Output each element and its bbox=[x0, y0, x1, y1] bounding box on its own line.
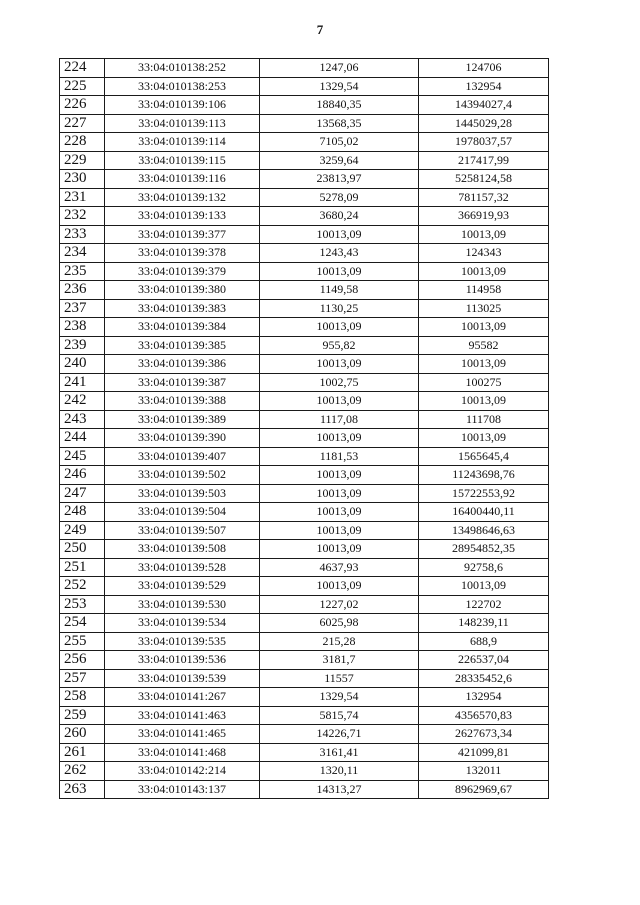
table-row bbox=[60, 244, 549, 263]
cadastral-number-cell: 33:04:010139:539 bbox=[105, 669, 260, 688]
row-number-cell: 238 bbox=[60, 318, 105, 337]
row-number-cell: 224 bbox=[60, 59, 105, 78]
cadastral-number-cell: 33:04:010139:380 bbox=[105, 281, 260, 300]
value-cell: 10013,09 bbox=[419, 225, 549, 244]
cadastral-number-cell: 33:04:010139:407 bbox=[105, 447, 260, 466]
cadastral-number-cell: 33:04:010139:113 bbox=[105, 114, 260, 133]
cadastral-number-cell: 33:04:010142:214 bbox=[105, 762, 260, 781]
table-row bbox=[60, 373, 549, 392]
cadastral-number-cell: 33:04:010139:534 bbox=[105, 614, 260, 633]
area-cell: 10013,09 bbox=[260, 392, 419, 411]
value-cell: 1565645,4 bbox=[419, 447, 549, 466]
value-cell: 2627673,34 bbox=[419, 725, 549, 744]
value-cell: 122702 bbox=[419, 595, 549, 614]
cadastral-number-cell: 33:04:010139:116 bbox=[105, 170, 260, 189]
row-number-cell: 225 bbox=[60, 77, 105, 96]
value-cell: 92758,6 bbox=[419, 558, 549, 577]
row-number-cell: 243 bbox=[60, 410, 105, 429]
area-cell: 10013,09 bbox=[260, 355, 419, 374]
row-number-cell: 249 bbox=[60, 521, 105, 540]
row-number-cell: 233 bbox=[60, 225, 105, 244]
table-row bbox=[60, 207, 549, 226]
value-cell: 28954852,35 bbox=[419, 540, 549, 559]
table-row bbox=[60, 706, 549, 725]
cadastral-number-cell: 33:04:010139:115 bbox=[105, 151, 260, 170]
row-number-cell: 247 bbox=[60, 484, 105, 503]
table-row bbox=[60, 466, 549, 485]
area-cell: 1002,75 bbox=[260, 373, 419, 392]
table-row bbox=[60, 743, 549, 762]
table-row bbox=[60, 281, 549, 300]
area-cell: 7105,02 bbox=[260, 133, 419, 152]
cadastral-number-cell: 33:04:010139:132 bbox=[105, 188, 260, 207]
row-number-cell: 261 bbox=[60, 743, 105, 762]
table-row bbox=[60, 262, 549, 281]
value-cell: 1445029,28 bbox=[419, 114, 549, 133]
row-number-cell: 260 bbox=[60, 725, 105, 744]
table-row bbox=[60, 114, 549, 133]
row-number-cell: 245 bbox=[60, 447, 105, 466]
table-row bbox=[60, 225, 549, 244]
table-row bbox=[60, 577, 549, 596]
table-row bbox=[60, 96, 549, 115]
cadastral-number-cell: 33:04:010139:507 bbox=[105, 521, 260, 540]
value-cell: 114958 bbox=[419, 281, 549, 300]
value-cell: 14394027,4 bbox=[419, 96, 549, 115]
value-cell: 4356570,83 bbox=[419, 706, 549, 725]
area-cell: 10013,09 bbox=[260, 262, 419, 281]
row-number-cell: 254 bbox=[60, 614, 105, 633]
value-cell: 10013,09 bbox=[419, 577, 549, 596]
value-cell: 132954 bbox=[419, 688, 549, 707]
table-row bbox=[60, 780, 549, 799]
area-cell: 23813,97 bbox=[260, 170, 419, 189]
cadastral-number-cell: 33:04:010139:502 bbox=[105, 466, 260, 485]
area-cell: 14313,27 bbox=[260, 780, 419, 799]
row-number-cell: 236 bbox=[60, 281, 105, 300]
table-row bbox=[60, 688, 549, 707]
area-cell: 14226,71 bbox=[260, 725, 419, 744]
area-cell: 1149,58 bbox=[260, 281, 419, 300]
area-cell: 10013,09 bbox=[260, 484, 419, 503]
row-number-cell: 250 bbox=[60, 540, 105, 559]
area-cell: 11557 bbox=[260, 669, 419, 688]
table-row bbox=[60, 188, 549, 207]
row-number-cell: 230 bbox=[60, 170, 105, 189]
table-row bbox=[60, 355, 549, 374]
table-row bbox=[60, 521, 549, 540]
area-cell: 10013,09 bbox=[260, 429, 419, 448]
value-cell: 781157,32 bbox=[419, 188, 549, 207]
table-row bbox=[60, 77, 549, 96]
value-cell: 10013,09 bbox=[419, 392, 549, 411]
area-cell: 1329,54 bbox=[260, 688, 419, 707]
cadastral-number-cell: 33:04:010139:390 bbox=[105, 429, 260, 448]
area-cell: 215,28 bbox=[260, 632, 419, 651]
row-number-cell: 262 bbox=[60, 762, 105, 781]
table-row bbox=[60, 59, 549, 78]
page-number: 7 bbox=[316, 22, 324, 37]
cadastral-number-cell: 33:04:010139:503 bbox=[105, 484, 260, 503]
area-cell: 5815,74 bbox=[260, 706, 419, 725]
area-cell: 1117,08 bbox=[260, 410, 419, 429]
cadastral-number-cell: 33:04:010141:267 bbox=[105, 688, 260, 707]
cadastral-number-cell: 33:04:010139:386 bbox=[105, 355, 260, 374]
row-number-cell: 244 bbox=[60, 429, 105, 448]
value-cell: 132011 bbox=[419, 762, 549, 781]
value-cell: 124343 bbox=[419, 244, 549, 263]
table-row bbox=[60, 503, 549, 522]
area-cell: 3259,64 bbox=[260, 151, 419, 170]
table-row bbox=[60, 632, 549, 651]
value-cell: 5258124,58 bbox=[419, 170, 549, 189]
table-row bbox=[60, 540, 549, 559]
table-row bbox=[60, 170, 549, 189]
area-cell: 13568,35 bbox=[260, 114, 419, 133]
row-number-cell: 228 bbox=[60, 133, 105, 152]
cadastral-number-cell: 33:04:010141:468 bbox=[105, 743, 260, 762]
land-plots-table bbox=[59, 58, 549, 799]
table-row bbox=[60, 595, 549, 614]
area-cell: 3161,41 bbox=[260, 743, 419, 762]
row-number-cell: 263 bbox=[60, 780, 105, 799]
row-number-cell: 229 bbox=[60, 151, 105, 170]
area-cell: 1247,06 bbox=[260, 59, 419, 78]
cadastral-number-cell: 33:04:010139:384 bbox=[105, 318, 260, 337]
cadastral-number-cell: 33:04:010138:252 bbox=[105, 59, 260, 78]
area-cell: 955,82 bbox=[260, 336, 419, 355]
cadastral-number-cell: 33:04:010139:385 bbox=[105, 336, 260, 355]
value-cell: 13498646,63 bbox=[419, 521, 549, 540]
table-body bbox=[60, 59, 549, 799]
area-cell: 1329,54 bbox=[260, 77, 419, 96]
area-cell: 1243,43 bbox=[260, 244, 419, 263]
row-number-cell: 258 bbox=[60, 688, 105, 707]
cadastral-number-cell: 33:04:010141:465 bbox=[105, 725, 260, 744]
row-number-cell: 226 bbox=[60, 96, 105, 115]
value-cell: 8962969,67 bbox=[419, 780, 549, 799]
value-cell: 124706 bbox=[419, 59, 549, 78]
cadastral-number-cell: 33:04:010139:388 bbox=[105, 392, 260, 411]
row-number-cell: 246 bbox=[60, 466, 105, 485]
cadastral-number-cell: 33:04:010139:378 bbox=[105, 244, 260, 263]
value-cell: 15722553,92 bbox=[419, 484, 549, 503]
row-number-cell: 251 bbox=[60, 558, 105, 577]
row-number-cell: 255 bbox=[60, 632, 105, 651]
table-row bbox=[60, 762, 549, 781]
table-row bbox=[60, 392, 549, 411]
cadastral-number-cell: 33:04:010138:253 bbox=[105, 77, 260, 96]
cadastral-number-cell: 33:04:010139:508 bbox=[105, 540, 260, 559]
cadastral-number-cell: 33:04:010139:377 bbox=[105, 225, 260, 244]
cadastral-number-cell: 33:04:010139:530 bbox=[105, 595, 260, 614]
table-row bbox=[60, 447, 549, 466]
cadastral-number-cell: 33:04:010139:133 bbox=[105, 207, 260, 226]
row-number-cell: 259 bbox=[60, 706, 105, 725]
area-cell: 10013,09 bbox=[260, 521, 419, 540]
value-cell: 113025 bbox=[419, 299, 549, 318]
value-cell: 1978037,57 bbox=[419, 133, 549, 152]
table-row bbox=[60, 614, 549, 633]
row-number-cell: 235 bbox=[60, 262, 105, 281]
value-cell: 100275 bbox=[419, 373, 549, 392]
table-row bbox=[60, 429, 549, 448]
cadastral-number-cell: 33:04:010139:106 bbox=[105, 96, 260, 115]
cadastral-number-cell: 33:04:010139:389 bbox=[105, 410, 260, 429]
area-cell: 3680,24 bbox=[260, 207, 419, 226]
value-cell: 28335452,6 bbox=[419, 669, 549, 688]
row-number-cell: 253 bbox=[60, 595, 105, 614]
area-cell: 10013,09 bbox=[260, 577, 419, 596]
cadastral-number-cell: 33:04:010139:536 bbox=[105, 651, 260, 670]
value-cell: 16400440,11 bbox=[419, 503, 549, 522]
value-cell: 11243698,76 bbox=[419, 466, 549, 485]
area-cell: 1181,53 bbox=[260, 447, 419, 466]
cadastral-number-cell: 33:04:010139:535 bbox=[105, 632, 260, 651]
value-cell: 148239,11 bbox=[419, 614, 549, 633]
cadastral-number-cell: 33:04:010139:528 bbox=[105, 558, 260, 577]
row-number-cell: 227 bbox=[60, 114, 105, 133]
area-cell: 10013,09 bbox=[260, 318, 419, 337]
value-cell: 217417,99 bbox=[419, 151, 549, 170]
row-number-cell: 252 bbox=[60, 577, 105, 596]
row-number-cell: 239 bbox=[60, 336, 105, 355]
value-cell: 10013,09 bbox=[419, 318, 549, 337]
table-row bbox=[60, 410, 549, 429]
table-row bbox=[60, 725, 549, 744]
area-cell: 10013,09 bbox=[260, 503, 419, 522]
area-cell: 1227,02 bbox=[260, 595, 419, 614]
cadastral-number-cell: 33:04:010139:379 bbox=[105, 262, 260, 281]
area-cell: 6025,98 bbox=[260, 614, 419, 633]
row-number-cell: 240 bbox=[60, 355, 105, 374]
table-row bbox=[60, 151, 549, 170]
value-cell: 132954 bbox=[419, 77, 549, 96]
value-cell: 10013,09 bbox=[419, 355, 549, 374]
area-cell: 1130,25 bbox=[260, 299, 419, 318]
cadastral-number-cell: 33:04:010139:529 bbox=[105, 577, 260, 596]
area-cell: 3181,7 bbox=[260, 651, 419, 670]
row-number-cell: 241 bbox=[60, 373, 105, 392]
area-cell: 1320,11 bbox=[260, 762, 419, 781]
cadastral-number-cell: 33:04:010139:504 bbox=[105, 503, 260, 522]
value-cell: 95582 bbox=[419, 336, 549, 355]
cadastral-number-cell: 33:04:010139:387 bbox=[105, 373, 260, 392]
area-cell: 18840,35 bbox=[260, 96, 419, 115]
value-cell: 688,9 bbox=[419, 632, 549, 651]
table-row bbox=[60, 318, 549, 337]
value-cell: 366919,93 bbox=[419, 207, 549, 226]
table-row bbox=[60, 484, 549, 503]
table-row bbox=[60, 651, 549, 670]
cadastral-number-cell: 33:04:010141:463 bbox=[105, 706, 260, 725]
row-number-cell: 242 bbox=[60, 392, 105, 411]
table-row bbox=[60, 669, 549, 688]
table-row bbox=[60, 299, 549, 318]
value-cell: 10013,09 bbox=[419, 429, 549, 448]
row-number-cell: 257 bbox=[60, 669, 105, 688]
row-number-cell: 231 bbox=[60, 188, 105, 207]
row-number-cell: 237 bbox=[60, 299, 105, 318]
area-cell: 4637,93 bbox=[260, 558, 419, 577]
row-number-cell: 256 bbox=[60, 651, 105, 670]
value-cell: 226537,04 bbox=[419, 651, 549, 670]
table-row bbox=[60, 336, 549, 355]
value-cell: 111708 bbox=[419, 410, 549, 429]
cadastral-number-cell: 33:04:010139:383 bbox=[105, 299, 260, 318]
table-row bbox=[60, 133, 549, 152]
area-cell: 5278,09 bbox=[260, 188, 419, 207]
area-cell: 10013,09 bbox=[260, 540, 419, 559]
cadastral-number-cell: 33:04:010143:137 bbox=[105, 780, 260, 799]
value-cell: 421099,81 bbox=[419, 743, 549, 762]
area-cell: 10013,09 bbox=[260, 466, 419, 485]
value-cell: 10013,09 bbox=[419, 262, 549, 281]
cadastral-number-cell: 33:04:010139:114 bbox=[105, 133, 260, 152]
row-number-cell: 232 bbox=[60, 207, 105, 226]
row-number-cell: 248 bbox=[60, 503, 105, 522]
area-cell: 10013,09 bbox=[260, 225, 419, 244]
row-number-cell: 234 bbox=[60, 244, 105, 263]
table-row bbox=[60, 558, 549, 577]
